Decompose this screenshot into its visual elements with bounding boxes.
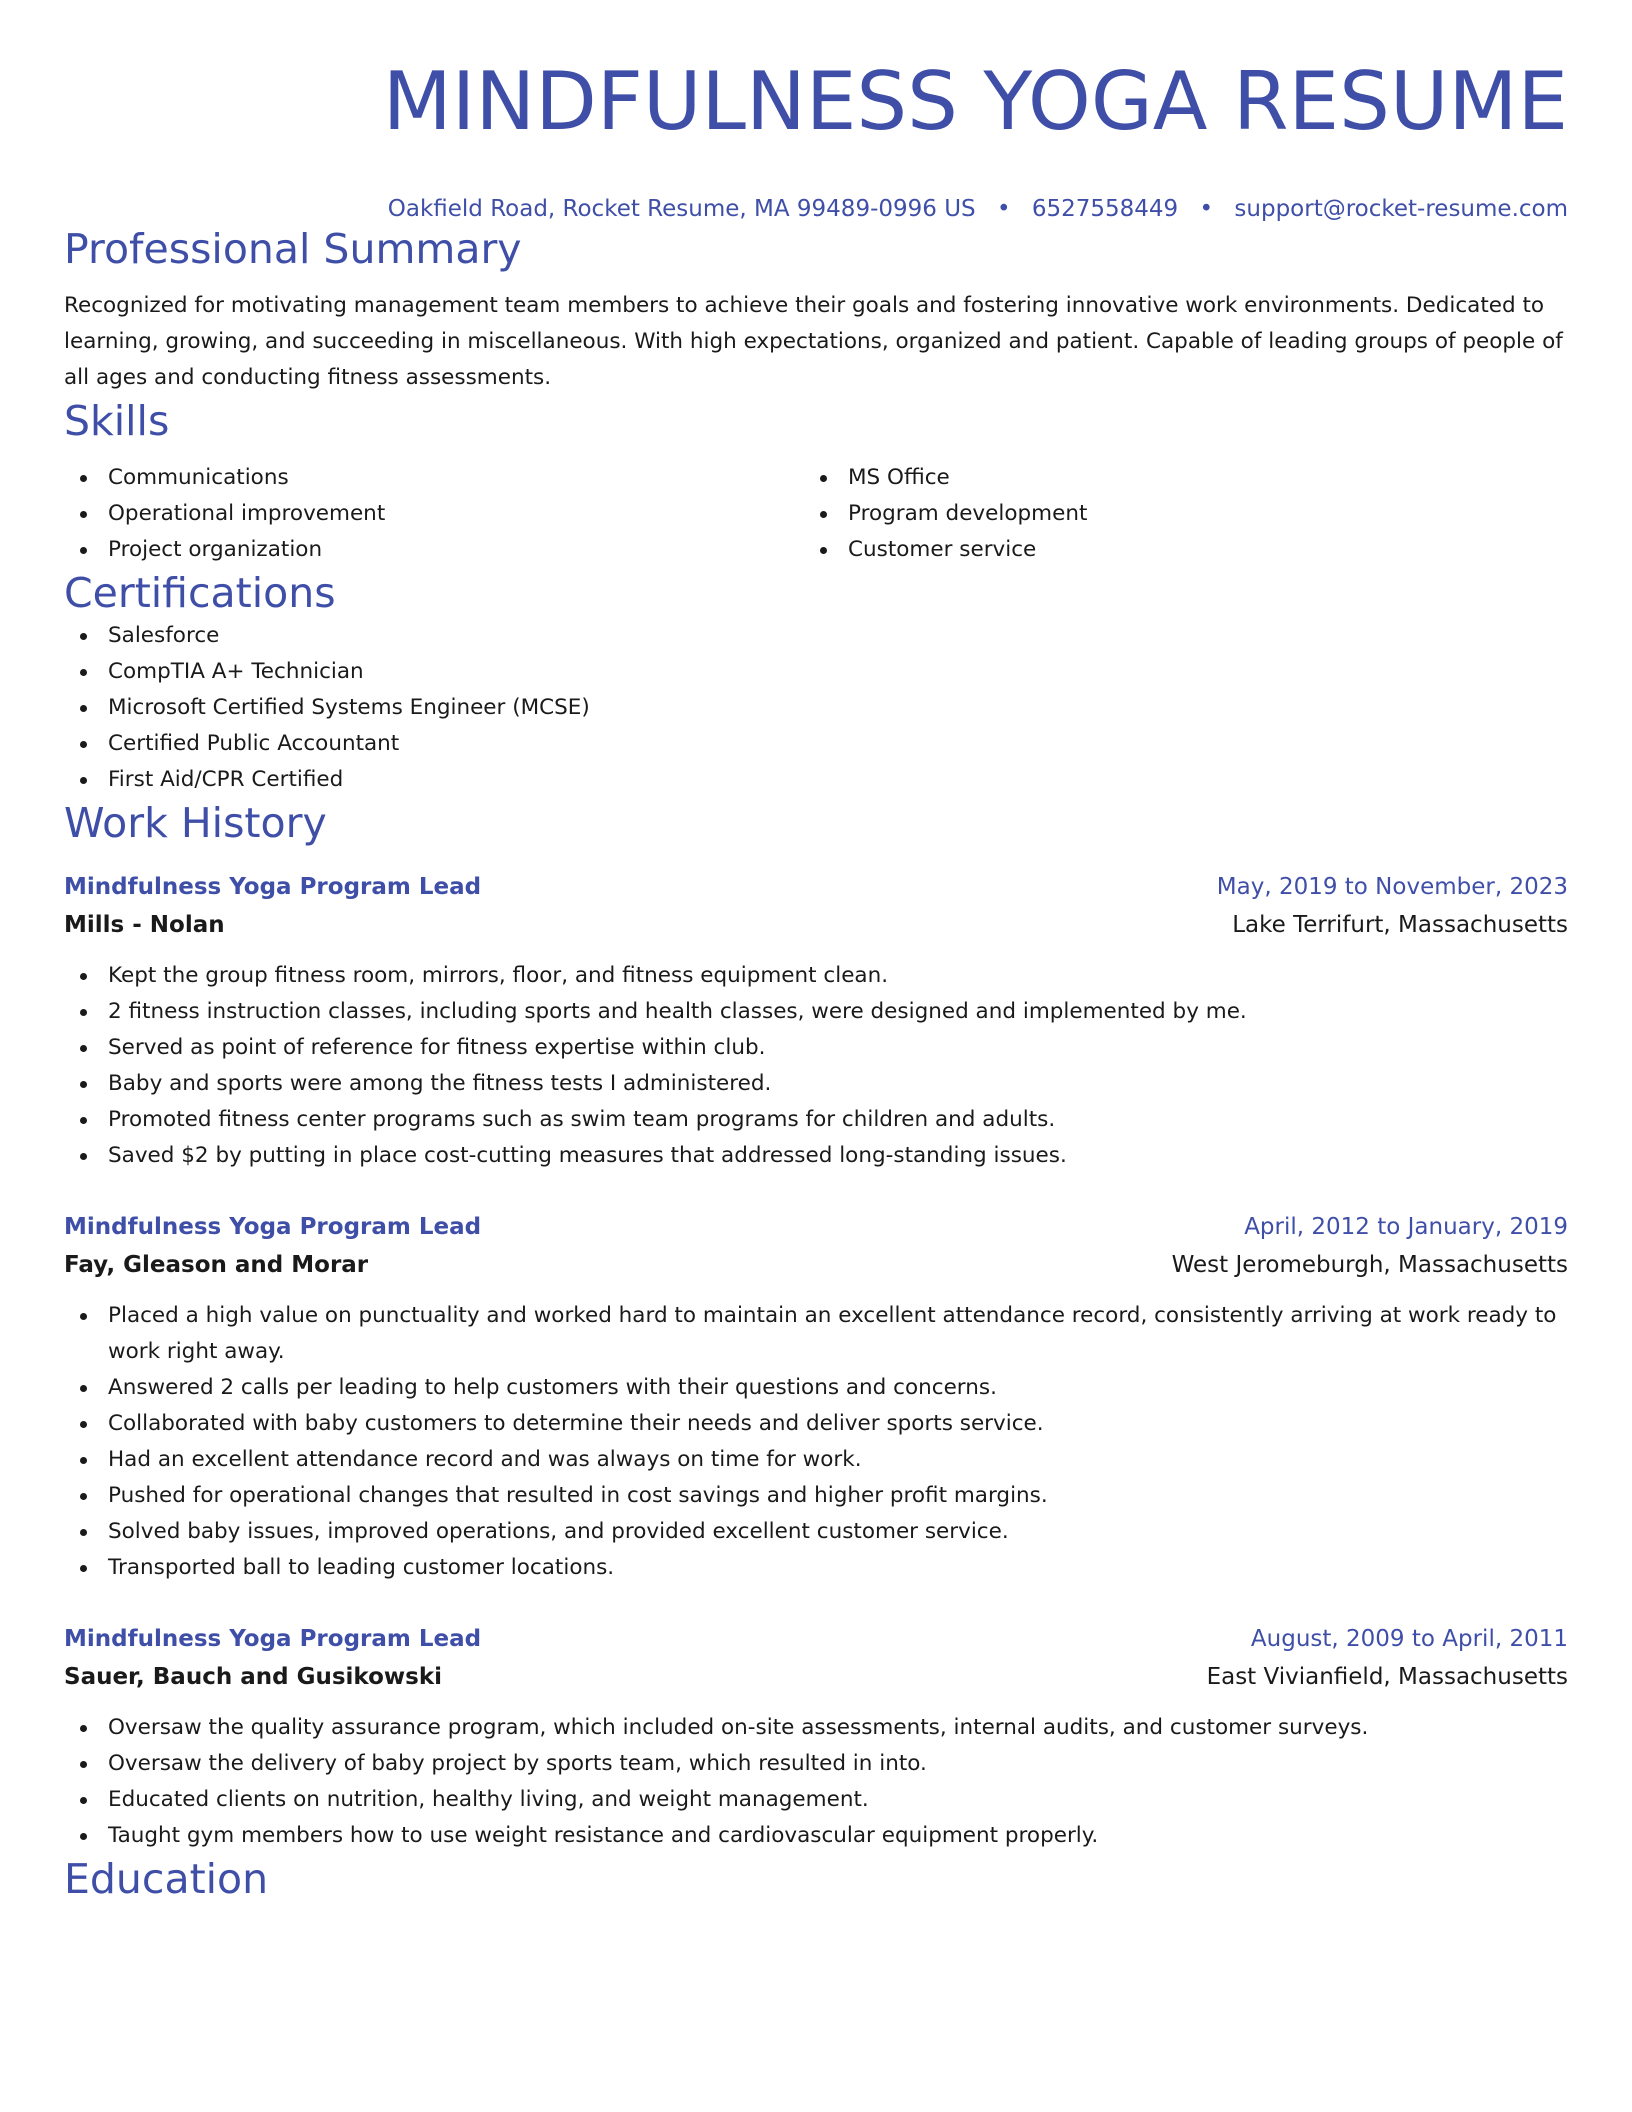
contact-line	[64, 194, 1568, 224]
job-entry	[64, 1208, 1568, 1586]
job-bullet: Taught gym members how to use weight resistance and cardiovascular equipment properly.	[64, 1818, 1568, 1854]
job-bullet: Placed a high value on punctuality and worked hard to maintain an excellent attendance record, consistently arriving at work ready to work right away.	[64, 1298, 1568, 1370]
job-company: Sauer, Bauch and Gusikowski	[64, 1664, 442, 1690]
certification-item: First Aid/CPR Certified	[64, 762, 1568, 798]
resume-title: MINDFULNESS YOGA RESUME	[382, 55, 1568, 148]
job-dates: April, 2012 to January, 2019	[1244, 1214, 1568, 1240]
job-bullet: Had an excellent attendance record and was always on time for work.	[64, 1442, 1568, 1478]
job-header-row	[64, 868, 1568, 906]
job-bullet: Educated clients on nutrition, healthy living, and weight management.	[64, 1782, 1568, 1818]
job-bullet: Served as point of reference for fitness expertise within club.	[64, 1030, 1568, 1066]
job-bullet: Promoted fitness center programs such as swim team programs for children and adults.	[64, 1102, 1568, 1138]
contact-separator: •	[996, 196, 1011, 222]
contact-phone: 6527558449	[1031, 196, 1179, 222]
contact-address: Oakfield Road, Rocket Resume, MA 99489-0996 US	[387, 196, 976, 222]
job-title: Mindfulness Yoga Program Lead	[64, 874, 482, 900]
job-bullet: Oversaw the quality assurance program, which included on-site assessments, internal audits, and customer surveys.	[64, 1710, 1568, 1746]
education-heading: Education	[64, 1855, 269, 1903]
job-title: Mindfulness Yoga Program Lead	[64, 1626, 482, 1652]
summary-text: Recognized for motivating management team members to achieve their goals and fostering innovative work environments. Dedicated to learning, growing, and succeeding in miscellaneous. With high expectations, organized and patient. Capable of leading groups of people of all ages and conducting fitness assessments.	[64, 293, 1563, 390]
certifications-list	[64, 618, 1568, 798]
skill-item: MS Office	[804, 460, 1544, 496]
job-title: Mindfulness Yoga Program Lead	[64, 1214, 482, 1240]
job-bullet: Saved $2 by putting in place cost-cutting measures that addressed long-standing issues.	[64, 1138, 1568, 1174]
job-bullet: Baby and sports were among the fitness tests I administered.	[64, 1066, 1568, 1102]
job-entry	[64, 1620, 1568, 1854]
job-bullets	[64, 958, 1568, 1174]
job-bullets	[64, 1710, 1568, 1854]
job-dates: May, 2019 to November, 2023	[1216, 874, 1568, 900]
skills-list-left	[64, 460, 804, 568]
skills-grid	[64, 460, 1568, 568]
job-bullet: Solved baby issues, improved operations, and provided excellent customer service.	[64, 1514, 1568, 1550]
skills-list-right	[804, 460, 1544, 568]
skill-item: Operational improvement	[64, 496, 804, 532]
certification-item: Salesforce	[64, 618, 1568, 654]
job-entry	[64, 868, 1568, 1174]
summary-heading: Professional Summary	[64, 225, 522, 273]
certification-item: Certified Public Accountant	[64, 726, 1568, 762]
job-bullet: Transported ball to leading customer locations.	[64, 1550, 1568, 1586]
certification-item: Microsoft Certified Systems Engineer (MCSE)	[64, 690, 1568, 726]
certification-item: CompTIA A+ Technician	[64, 654, 1568, 690]
work-history-heading: Work History	[64, 799, 327, 847]
job-bullet: Answered 2 calls per leading to help customers with their questions and concerns.	[64, 1370, 1568, 1406]
job-bullets	[64, 1298, 1568, 1586]
skill-item: Communications	[64, 460, 804, 496]
job-company-row	[64, 906, 1568, 944]
job-location: Lake Terrifurt, Massachusetts	[1232, 912, 1568, 938]
job-bullet: Pushed for operational changes that resulted in cost savings and higher profit margins.	[64, 1478, 1568, 1514]
job-header-row	[64, 1620, 1568, 1658]
job-bullet: Collaborated with baby customers to determine their needs and deliver sports service.	[64, 1406, 1568, 1442]
skill-item: Customer service	[804, 532, 1544, 568]
job-bullet: Oversaw the delivery of baby project by sports team, which resulted in into.	[64, 1746, 1568, 1782]
job-company-row	[64, 1658, 1568, 1696]
job-dates: August, 2009 to April, 2011	[1250, 1626, 1568, 1652]
job-location: East Vivianfield, Massachusetts	[1206, 1664, 1568, 1690]
certifications-heading: Certifications	[64, 569, 336, 617]
job-location: West Jeromeburgh, Massachusetts	[1171, 1252, 1568, 1278]
job-company: Fay, Gleason and Morar	[64, 1252, 369, 1278]
skill-item: Program development	[804, 496, 1544, 532]
contact-email[interactable]: support@rocket-resume.com	[1234, 196, 1568, 222]
job-company: Mills - Nolan	[64, 912, 225, 938]
job-company-row	[64, 1246, 1568, 1284]
job-bullet: Kept the group fitness room, mirrors, floor, and fitness equipment clean.	[64, 958, 1568, 994]
skills-heading: Skills	[64, 397, 170, 445]
contact-separator: •	[1199, 196, 1214, 222]
skill-item: Project organization	[64, 532, 804, 568]
job-header-row	[64, 1208, 1568, 1246]
job-bullet: 2 fitness instruction classes, including sports and health classes, were designed and implemented by me.	[64, 994, 1568, 1030]
